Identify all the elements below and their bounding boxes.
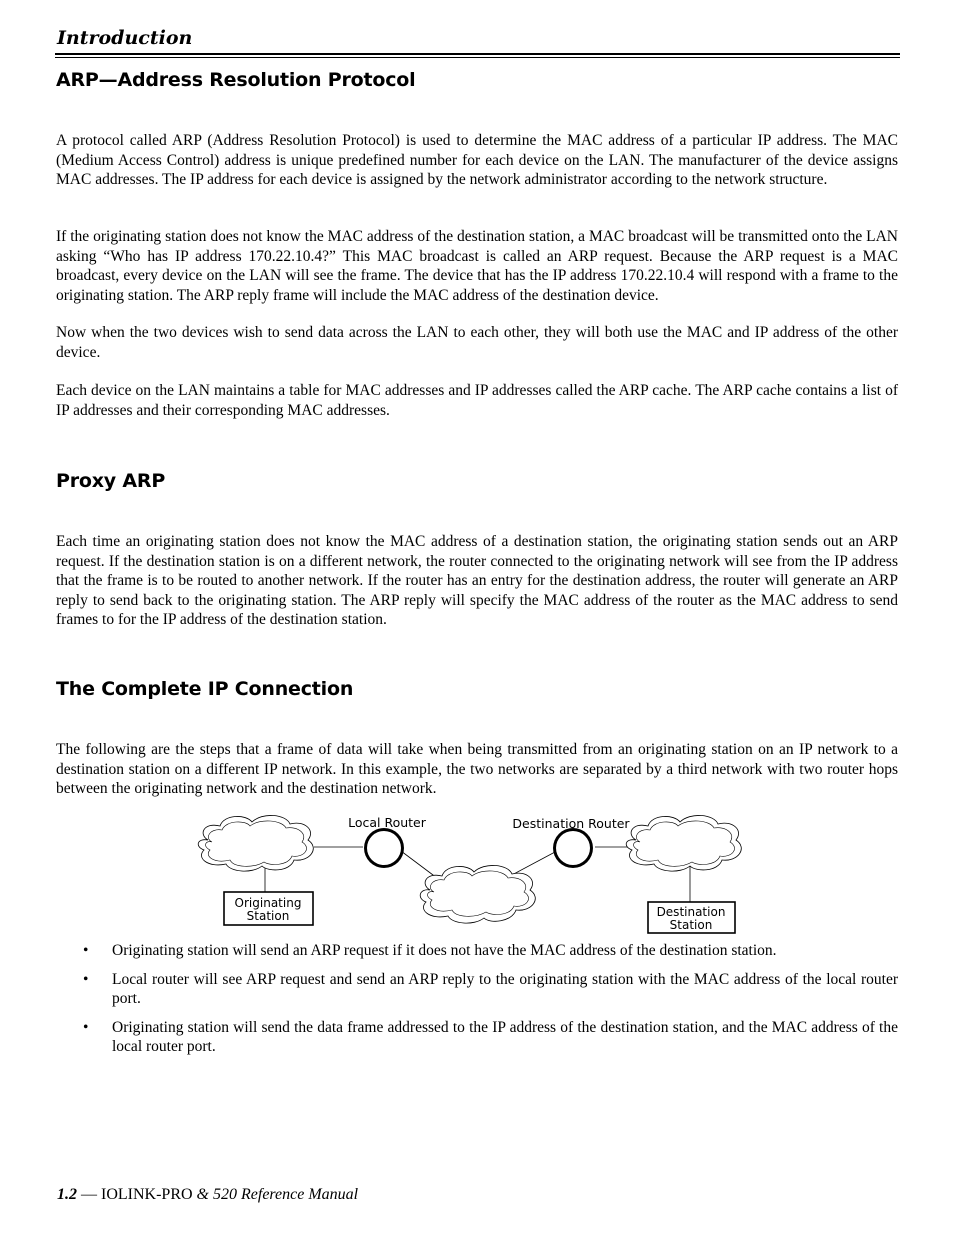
paragraph-arp-4: Each device on the LAN maintains a table for MAC addresses and IP addresses called the ARP cache. The ARP cache contains a list of IP addresses and their corresponding MAC addresses. xyxy=(56,382,898,419)
paragraph-arp-3: Now when the two devices wish to send data across the LAN to each other, they will both use the MAC and IP address of the other device. xyxy=(56,324,898,361)
destination-station-label-line1: Destination xyxy=(656,905,726,919)
heading-arp: ARP—Address Resolution Protocol xyxy=(56,69,416,91)
local-router-label: Local Router xyxy=(348,815,426,830)
heading-complete-ip: The Complete IP Connection xyxy=(56,678,354,700)
list-item-text: Originating station will send the data frame addressed to the IP address of the destination station, and the MAC address of the local router port. xyxy=(112,1018,898,1055)
local-router-icon xyxy=(364,828,404,868)
list-item: • Originating station will send an ARP request if it does not have the MAC address of the destination station. xyxy=(83,942,777,959)
originating-station-label-line1: Originating xyxy=(234,896,302,910)
destination-router-label: Destination Router xyxy=(512,816,630,831)
originating-network-cloud xyxy=(198,815,313,871)
running-header-title: Introduction xyxy=(57,27,193,49)
destination-station-box xyxy=(648,902,735,933)
originating-station-label-line2: Station xyxy=(246,909,290,923)
paragraph-proxy-1: Each time an originating station does not know the MAC address of a destination station, the originating station sends out an ARP request. If the destination station is on a different network, the router connected to the originating network will see from the IP address that the frame is to be routed to another network. If the router has an entry for the destination address, the router will generate an ARP reply to send back to the originating station. The ARP reply will specify the MAC address of the router as the MAC address to send frames to for the IP address of the destination station. xyxy=(56,533,898,628)
destination-station-label-line2: Station xyxy=(669,918,713,932)
page-footer xyxy=(57,1186,358,1204)
wan-network-cloud xyxy=(420,865,535,923)
list-item-text: Local router will see ARP request and send an ARP reply to the originating station with the MAC address of the local router port. xyxy=(112,970,898,1007)
steps-list xyxy=(56,941,898,1066)
destination-network-cloud xyxy=(626,815,741,871)
destination-router-icon xyxy=(553,828,593,868)
footer-manual-model: IOLINK-PRO xyxy=(101,1186,193,1203)
paragraph-arp-2: If the originating station does not know the MAC address of the destination station, a MAC broadcast will be transmitted onto the LAN asking “Who has IP address 170.22.10.4?” This MAC broadcast is called an ARP request. Because the ARP request is a MAC broadcast, every device on the LAN will see the frame. The device that has the IP address 170.22.10.4 will respond with a frame to the originating station. The ARP reply frame will include the MAC address of the destination device. xyxy=(56,228,898,304)
header-rule-thin xyxy=(55,57,900,58)
list-item: • Local router will see ARP request and send an ARP reply to the originating station with the MAC address of the local router port. xyxy=(83,970,898,1007)
footer-separator: — xyxy=(77,1186,101,1203)
header-rule-thick xyxy=(55,53,900,55)
list-item-text: Originating station will send an ARP request if it does not have the MAC address of the destination station. xyxy=(112,942,777,959)
list-item: • Originating station will send the data frame addressed to the IP address of the destination station, and the MAC address of the local router port. xyxy=(83,1018,898,1055)
footer-manual-title: & 520 Reference Manual xyxy=(192,1186,359,1203)
paragraph-complete-1: The following are the steps that a frame of data will take when being transmitted from an originating station on an IP network to a destination station on a different IP network. In this example, the two networks are separated by a third network with two router hops between the originating network and the destination network. xyxy=(56,741,898,797)
network-diagram xyxy=(190,812,770,940)
heading-proxy-arp: Proxy ARP xyxy=(56,470,166,492)
originating-station-box xyxy=(224,892,313,925)
page-number: 1.2 xyxy=(57,1186,77,1203)
paragraph-arp-1: A protocol called ARP (Address Resolution Protocol) is used to determine the MAC address of a particular IP address. The MAC (Medium Access Control) address is unique predefined number for each device on the LAN. The manufacturer of the device assigns MAC addresses. The IP address for each device is assigned by the network administrator according to the network structure. xyxy=(56,132,898,188)
